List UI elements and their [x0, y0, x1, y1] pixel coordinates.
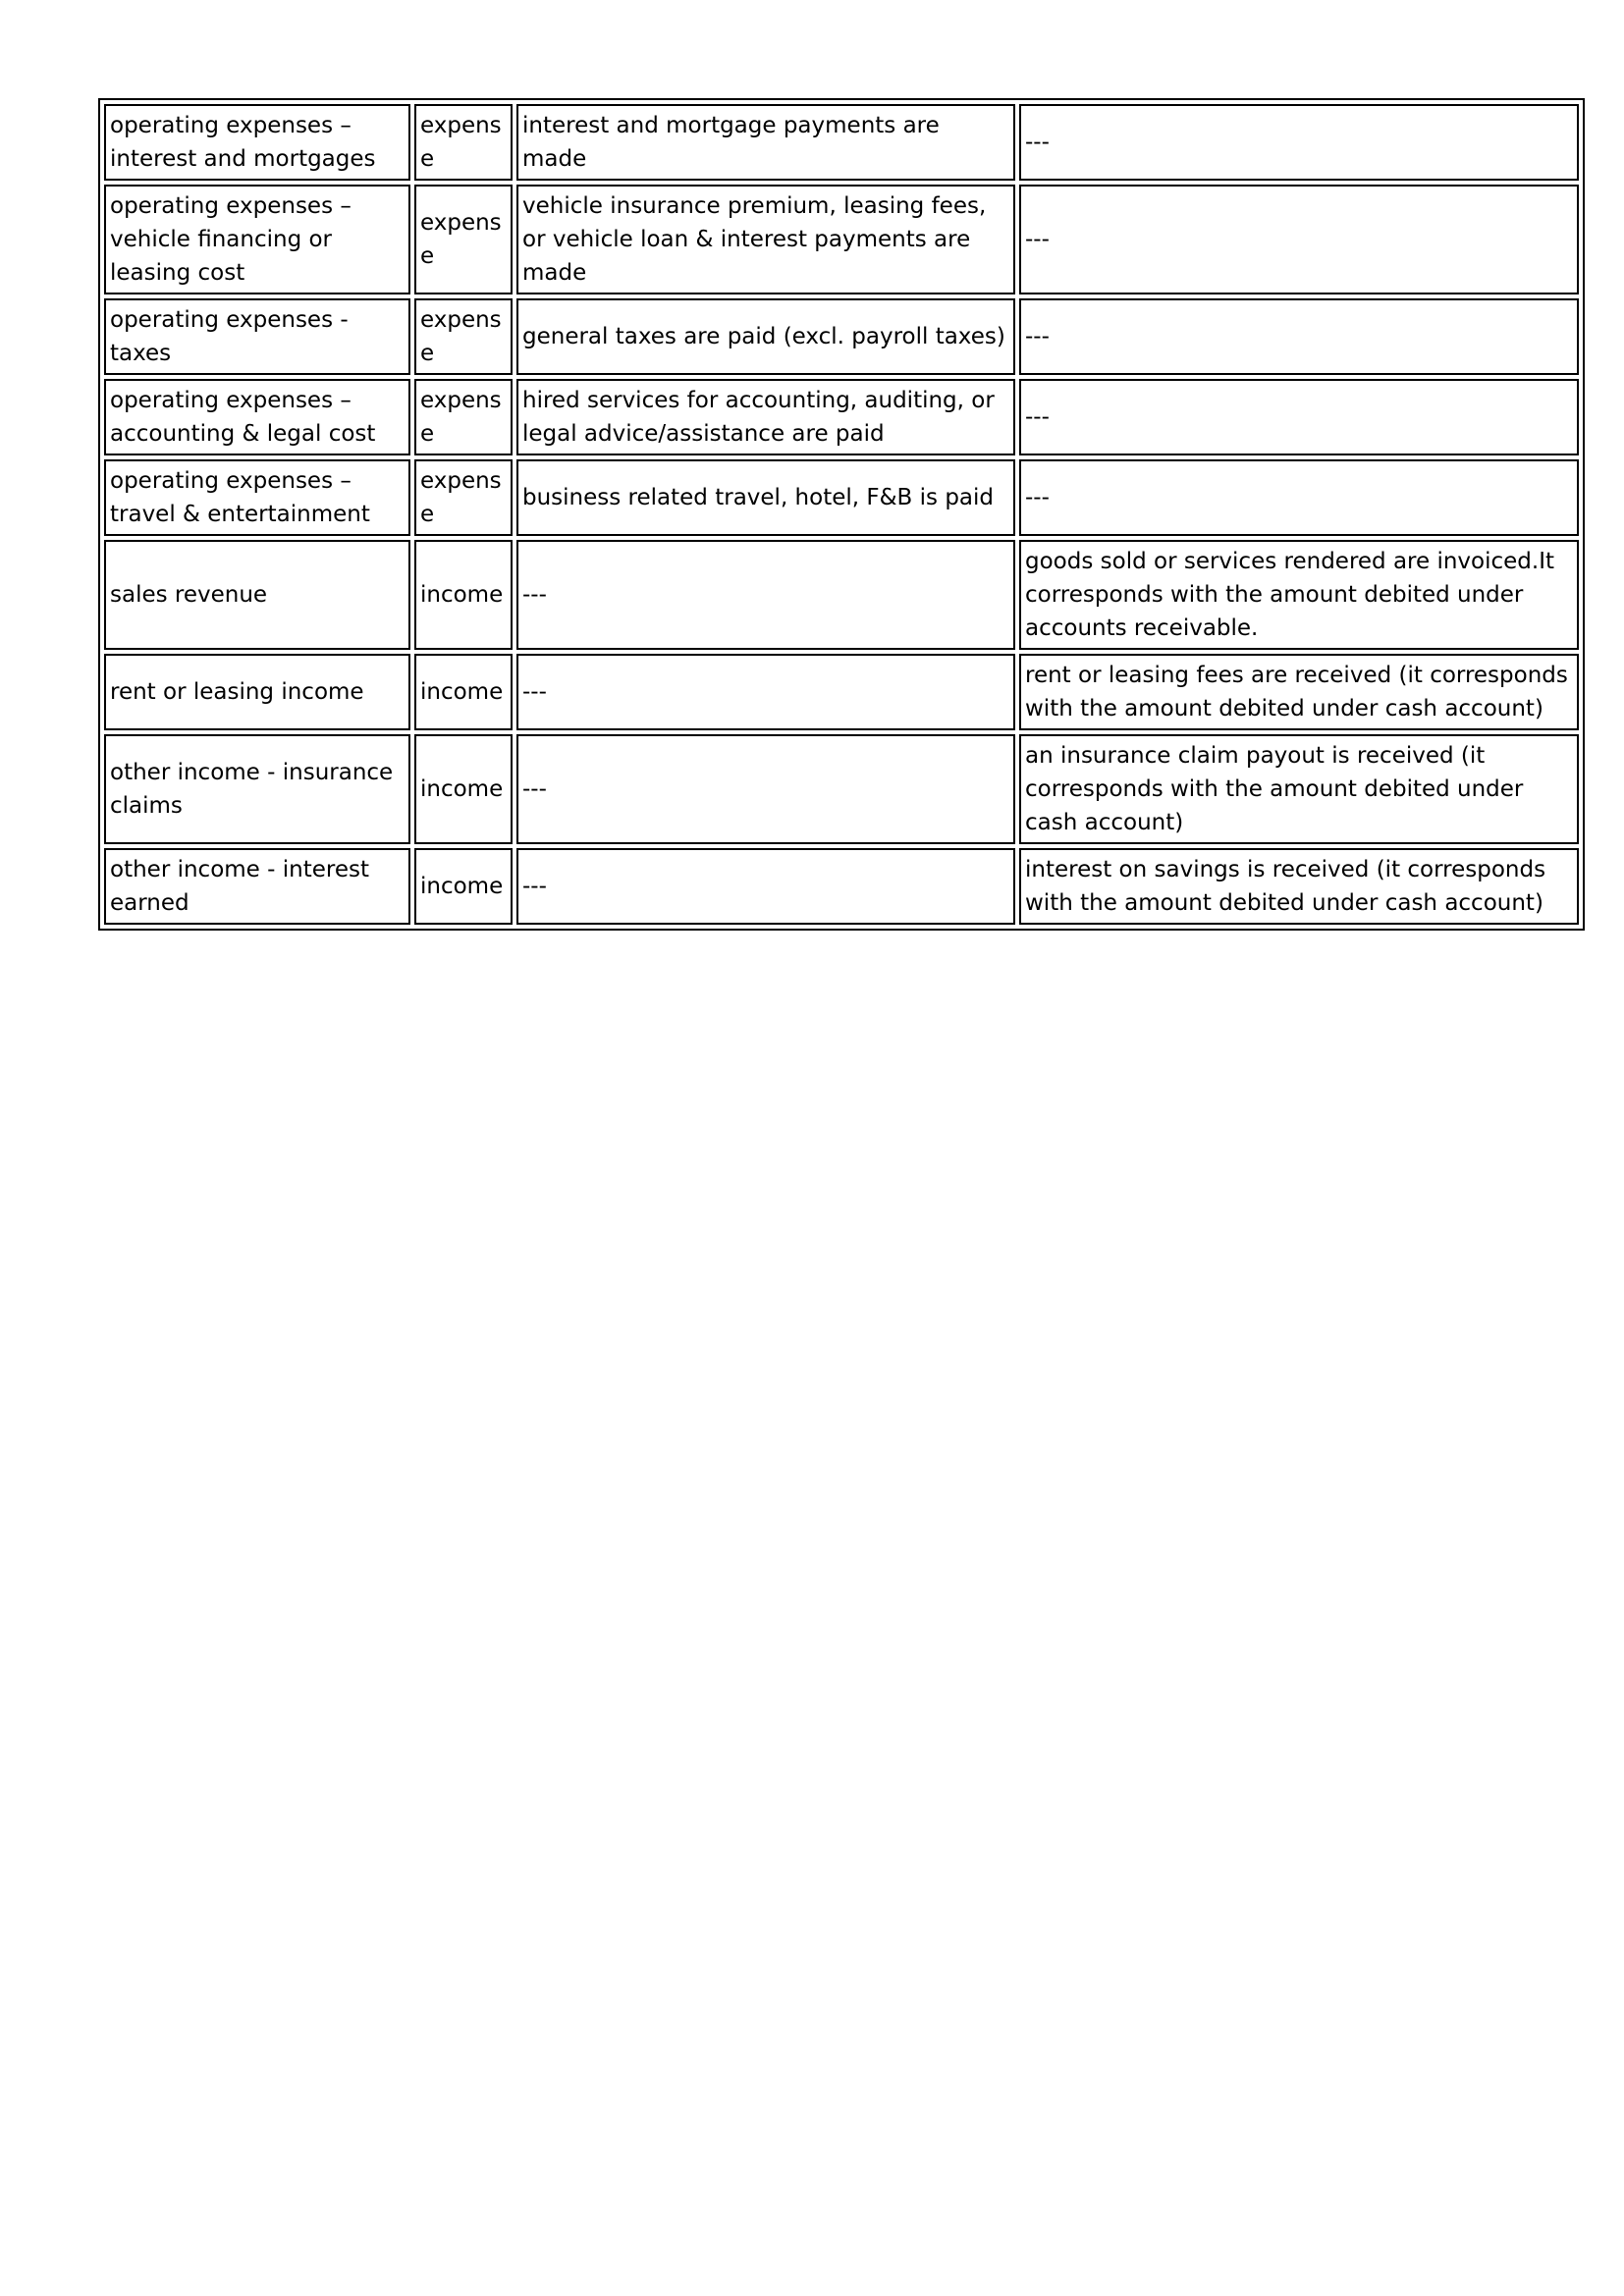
debit-description-cell: business related travel, hotel, F&B is paid — [516, 459, 1015, 536]
account-name-cell: sales revenue — [104, 540, 410, 650]
account-type-cell: income — [414, 540, 513, 650]
table-row — [104, 459, 1579, 536]
credit-description-cell: --- — [1019, 379, 1579, 455]
debit-description-cell: --- — [516, 734, 1015, 844]
credit-description-cell: an insurance claim payout is received (it corresponds with the amount debited under cash account) — [1019, 734, 1579, 844]
account-type-cell: income — [414, 734, 513, 844]
table-row — [104, 298, 1579, 375]
credit-description-cell: goods sold or services rendered are invoiced.It corresponds with the amount debited under accounts receivable. — [1019, 540, 1579, 650]
debit-description-cell: general taxes are paid (excl. payroll taxes) — [516, 298, 1015, 375]
account-type-cell: expense — [414, 185, 513, 294]
table-row — [104, 379, 1579, 455]
account-name-cell: operating expenses – accounting & legal cost — [104, 379, 410, 455]
chart-of-accounts-table — [98, 98, 1585, 931]
table-row — [104, 185, 1579, 294]
account-name-cell: operating expenses – vehicle financing or leasing cost — [104, 185, 410, 294]
account-name-cell: operating expenses - taxes — [104, 298, 410, 375]
credit-description-cell: --- — [1019, 104, 1579, 181]
account-type-cell: expense — [414, 379, 513, 455]
table-row — [104, 848, 1579, 925]
credit-description-cell: --- — [1019, 298, 1579, 375]
debit-description-cell: hired services for accounting, auditing, or legal advice/assistance are paid — [516, 379, 1015, 455]
account-name-cell: operating expenses – interest and mortgages — [104, 104, 410, 181]
debit-description-cell: interest and mortgage payments are made — [516, 104, 1015, 181]
account-type-cell: income — [414, 654, 513, 730]
credit-description-cell: --- — [1019, 459, 1579, 536]
credit-description-cell: interest on savings is received (it corresponds with the amount debited under cash account) — [1019, 848, 1579, 925]
debit-description-cell: --- — [516, 848, 1015, 925]
table-row — [104, 540, 1579, 650]
table-row — [104, 104, 1579, 181]
account-type-cell: expense — [414, 459, 513, 536]
account-type-cell: expense — [414, 104, 513, 181]
debit-description-cell: --- — [516, 540, 1015, 650]
account-name-cell: other income - interest earned — [104, 848, 410, 925]
table-row — [104, 734, 1579, 844]
credit-description-cell: rent or leasing fees are received (it corresponds with the amount debited under cash account) — [1019, 654, 1579, 730]
account-name-cell: rent or leasing income — [104, 654, 410, 730]
account-name-cell: other income - insurance claims — [104, 734, 410, 844]
account-type-cell: expense — [414, 298, 513, 375]
debit-description-cell: vehicle insurance premium, leasing fees, or vehicle loan & interest payments are made — [516, 185, 1015, 294]
credit-description-cell: --- — [1019, 185, 1579, 294]
debit-description-cell: --- — [516, 654, 1015, 730]
table-row — [104, 654, 1579, 730]
account-type-cell: income — [414, 848, 513, 925]
account-name-cell: operating expenses – travel & entertainment — [104, 459, 410, 536]
